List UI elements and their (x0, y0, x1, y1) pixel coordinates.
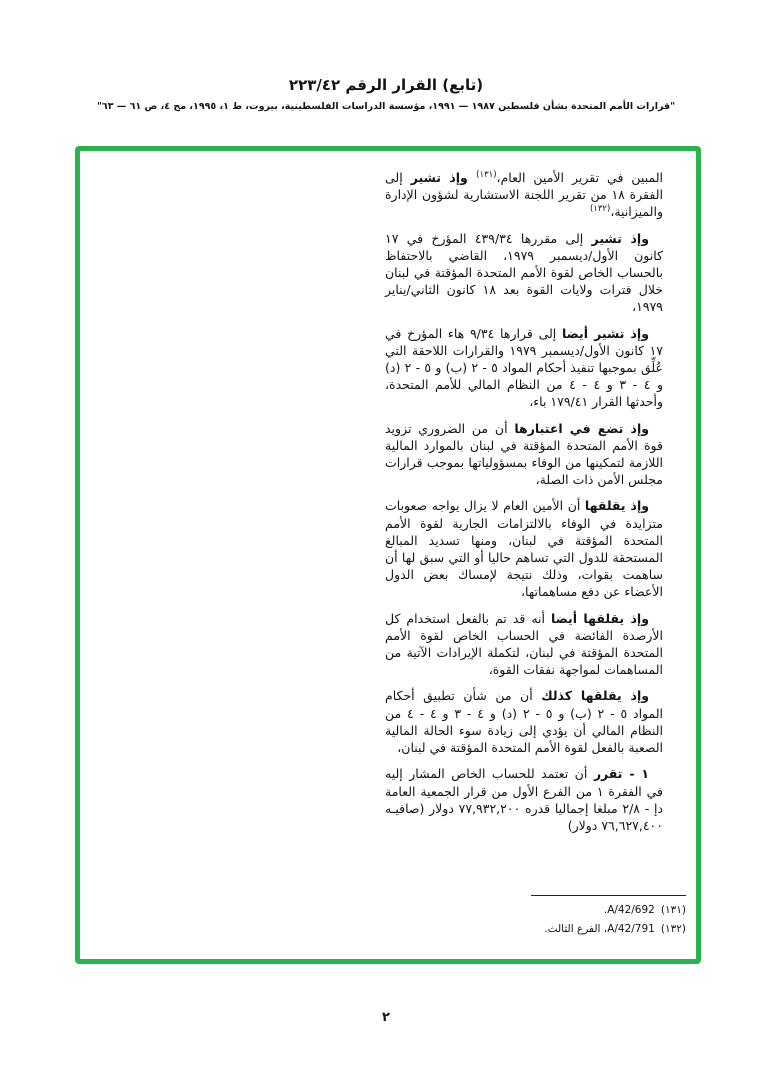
lead-phrase: ١ - تقرر (593, 766, 649, 782)
footnote (531, 901, 686, 920)
lead-phrase: وإذ يقلقها كذلك (541, 688, 649, 704)
footnote-ref: (١٣٢) (589, 204, 611, 215)
paragraph (385, 610, 663, 679)
doc-header (0, 76, 772, 112)
paragraph (385, 497, 663, 600)
doc-title: (تابع) القرار الرقم ٢٢٣/٤٢ (288, 76, 484, 94)
lead-phrase: وإذ تشير (410, 170, 477, 185)
paragraph-text: أنه قد تم بالفعل استخدام كل الأرصدة الفائضة في الحساب الخاص لقوة الأمم المتحدة المؤقتة في لبنان، لتكملة الإيرادات الآتية من المساهمات لمواجهة نفقات القوة، (385, 610, 663, 678)
footnote-text: A/42/791، الفرع الثالث. (544, 923, 655, 935)
paragraph (385, 420, 663, 489)
paragraph-text: أن من الضروري تزويد قوة الأمم المتحدة المؤقتة في لبنان بالموارد المالية اللازمة لتمكينها من الوفاء بمسؤولياتها بموجب قرارات مجلس الأمن ذات الصلة، (385, 420, 663, 488)
doc-source-line: "قرارات الأمم المتحدة بشأن فلسطين ١٩٨٧ — ١٩٩١، مؤسسة الدراسات الفلسطينية، بيروت، ط ١، ١٩٩٥، مج ٤، ص ٦١ — ٦٣" (96, 101, 676, 112)
lead-phrase: وإذ تشير (591, 230, 649, 246)
body-text (385, 169, 663, 843)
paragraph-text: أن من شأن تطبيق أحكام المواد ٥ - ٢ (ب) و ٥ - ٢ (د) و ٤ - ٣ و ٤ - ٤ من النظام المالي أن يؤدي إلى زيادة سوء الحالة المالية الصعبة بالفعل لقوة الأمم المتحدة المؤقتة في لبنان، (385, 688, 664, 756)
lead-phrase: وإذ تشير أيضا (562, 325, 649, 341)
paragraph-text: إلى قرارها ٩/٣٤ هاء المؤرخ في ١٧ كانون الأول/ديسمبر ١٩٧٩ والقرارات اللاحقة التي عُلِّق بموجبها تنفيذ أحكام المواد ٥ - ٢ (ب) و ٥ - ٢ (د) و ٤ - ٣ و ٤ - ٤ من النظام المالي للأمم المتحدة، وأحدثها القرار ١٧٩/٤١ باء، (385, 325, 663, 410)
paragraph-text: أن الأمين العام لا يزال يواجه صعوبات متزايدة في الوفاء بالالتزامات الجارية لقوة الأمم المتحدة المؤقتة في لبنان، ومنها تسديد المبالغ المستحقة للدول التي تساهم حاليا أو التي سبق لها أن ساهمت بقوات، وذلك نتيجة لإمساك بعض الدول الأعضاء عن دفع مساهماتها، (385, 498, 663, 600)
lead-phrase: وإذ تضع في اعتبارها (514, 420, 649, 436)
paragraph-text: المبين في تقرير الأمين العام، (496, 170, 663, 185)
footnote-number: (١٣١) (660, 904, 686, 916)
footnote-number: (١٣٢) (660, 923, 686, 935)
paragraph (385, 765, 663, 834)
paragraph (385, 169, 663, 221)
paragraph-text: أن تعتمد للحساب الخاص المشار إليه في الفقرة ١ من الفرع الأول من قرار الجمعية العامة دإ - ٢/٨ مبلغا إجماليا قدره ٧٧,٩٣٢,٢٠٠ دولار (صافيـه ٧٦,٦٢٧,٤٠٠ دولار) (385, 766, 663, 833)
green-highlight-border (75, 146, 701, 964)
footnote-text: A/42/692. (603, 904, 655, 916)
page-number: ٢ (382, 1010, 390, 1025)
footnotes (531, 895, 686, 939)
paragraph (385, 325, 663, 411)
paragraph-text: إلى مقررها ٤٣٩/٣٤ المؤرخ في ١٧ كانون الأول/ديسمبر ١٩٧٩، القاضي بالاحتفاظ بالحساب الخاص لقوة الأمم المتحدة المؤقتة في لبنان خلال فترات ولايات القوة بعد ١٨ كانون الثاني/يناير ١٩٧٩، (385, 230, 664, 315)
footnote-separator (531, 895, 686, 896)
paragraph (385, 230, 663, 316)
footnote (531, 920, 686, 939)
lead-phrase: وإذ يقلقها أيضا (551, 610, 649, 626)
footnote-ref: (١٣١) (476, 169, 497, 180)
paragraph-text: إلى الفقرة ١٨ من تقرير اللجنة الاستشارية لشؤون الإدارة والميزانية، (385, 170, 663, 220)
paragraph (385, 687, 663, 756)
lead-phrase: وإذ يقلقها (584, 498, 650, 514)
